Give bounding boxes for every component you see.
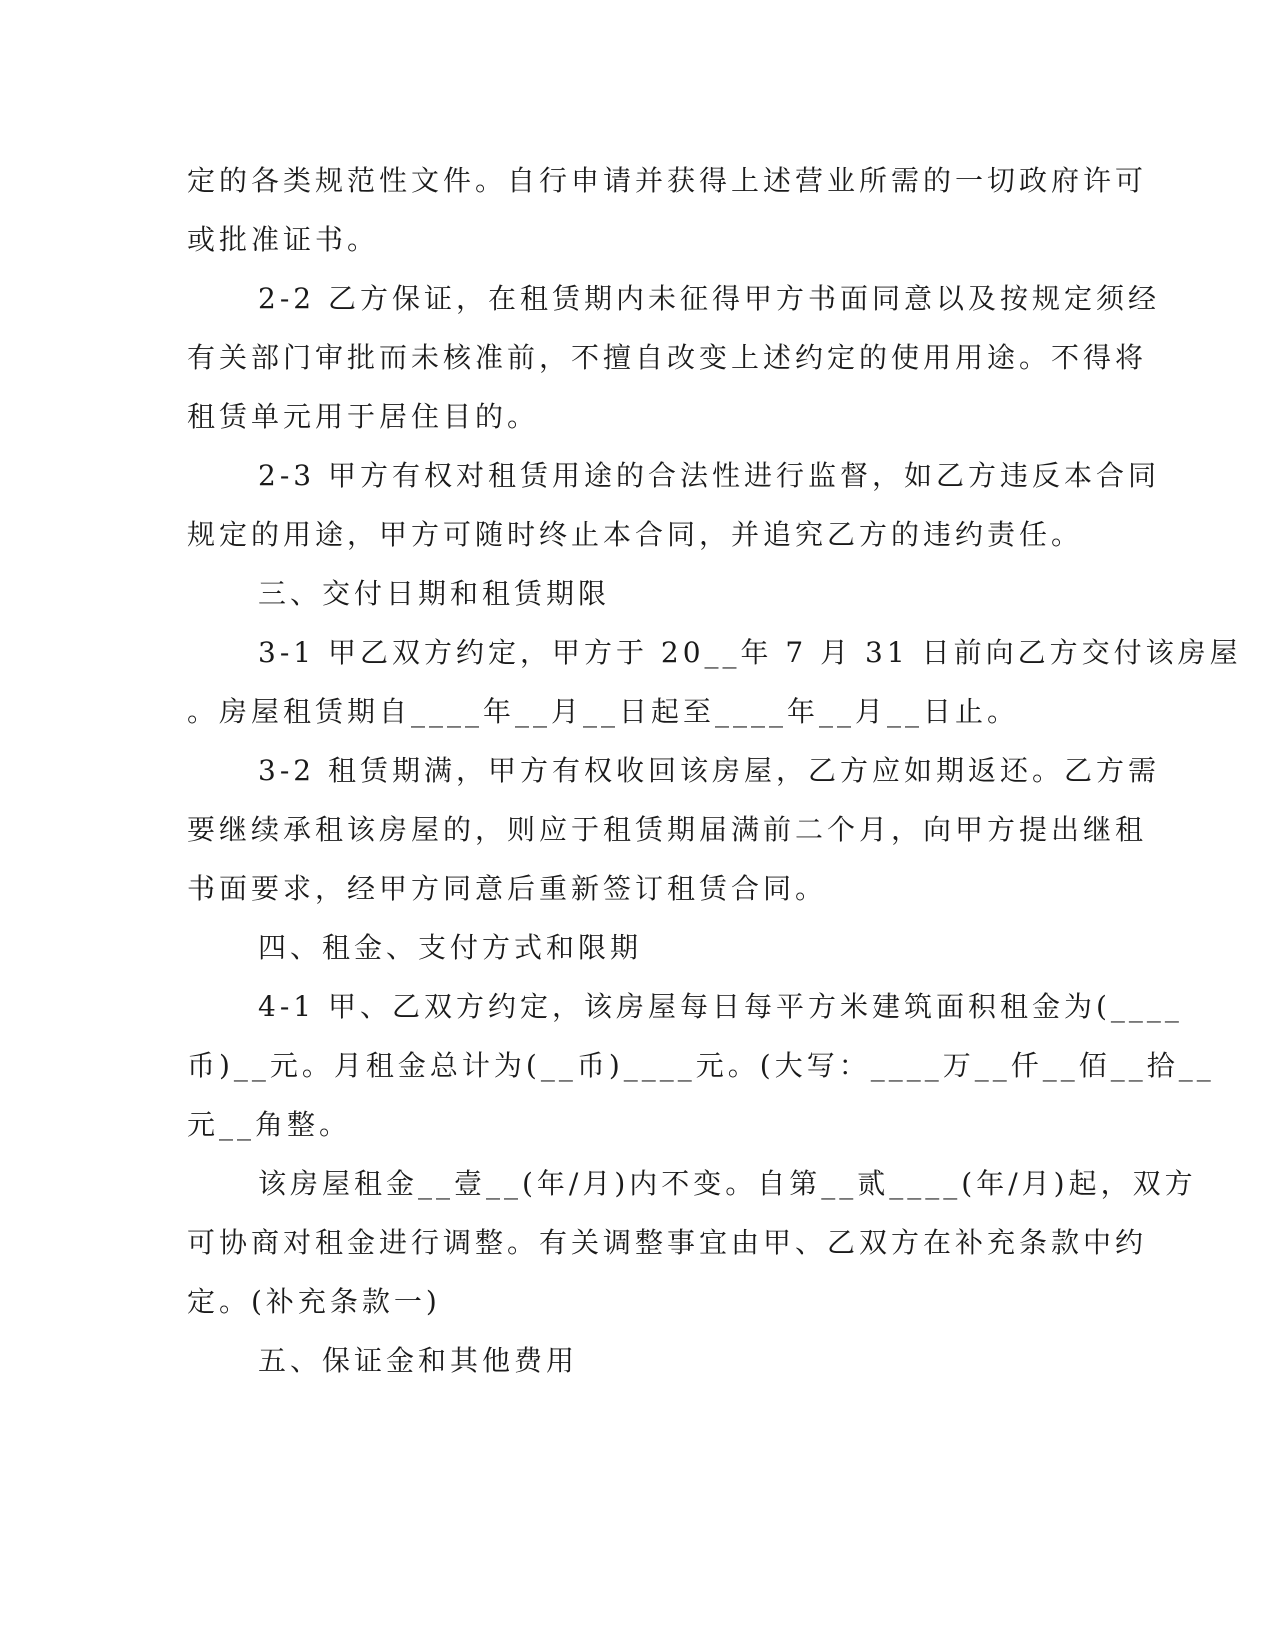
text-line: 定。(补充条款一) (187, 1285, 441, 1318)
clause-3-1: 3-1 甲乙双方约定，甲方于 20__年 7 月 31 日前向乙方交付该房屋 (258, 636, 1242, 669)
section-heading-4: 四、租金、支付方式和限期 (258, 931, 643, 964)
text-line: 有关部门审批而未核准前，不擅自改变上述约定的使用用途。不得将 (187, 341, 1148, 374)
text-line: 租赁单元用于居住目的。 (187, 400, 540, 433)
clause-2-3: 2-3 甲方有权对租赁用途的合法性进行监督，如乙方违反本合同 (258, 459, 1160, 492)
text-line: 规定的用途，甲方可随时终止本合同，并追究乙方的违约责任。 (187, 518, 1084, 551)
text-line: 书面要求，经甲方同意后重新签订租赁合同。 (187, 872, 828, 905)
text-line: 可协商对租金进行调整。有关调整事宜由甲、乙双方在补充条款中约 (187, 1226, 1148, 1259)
text-line: 。房屋租赁期自____年__月__日起至____年__月__日止。 (187, 695, 1020, 728)
text-line: 或批准证书。 (187, 223, 380, 256)
clause-3-2: 3-2 租赁期满，甲方有权收回该房屋，乙方应如期返还。乙方需 (258, 754, 1160, 787)
text-line: 币)__元。月租金总计为(__币)____元。(大写：____万__仟__佰__拾__ (187, 1049, 1215, 1082)
clause-2-2: 2-2 乙方保证，在租赁期内未征得甲方书面同意以及按规定须经 (258, 282, 1160, 315)
section-heading-5: 五、保证金和其他费用 (258, 1344, 579, 1377)
text-line: 定的各类规范性文件。自行申请并获得上述营业所需的一切政府许可 (187, 164, 1148, 197)
rent-adjustment-paragraph: 该房屋租金__壹__(年/月)内不变。自第__贰____(年/月)起，双方 (258, 1167, 1197, 1200)
text-line: 元__角整。 (187, 1108, 352, 1141)
section-heading-3: 三、交付日期和租赁期限 (258, 577, 611, 610)
text-line: 要继续承租该房屋的，则应于租赁期届满前二个月，向甲方提出继租 (187, 813, 1148, 846)
clause-4-1: 4-1 甲、乙双方约定，该房屋每日每平方米建筑面积租金为(____ (258, 990, 1183, 1023)
